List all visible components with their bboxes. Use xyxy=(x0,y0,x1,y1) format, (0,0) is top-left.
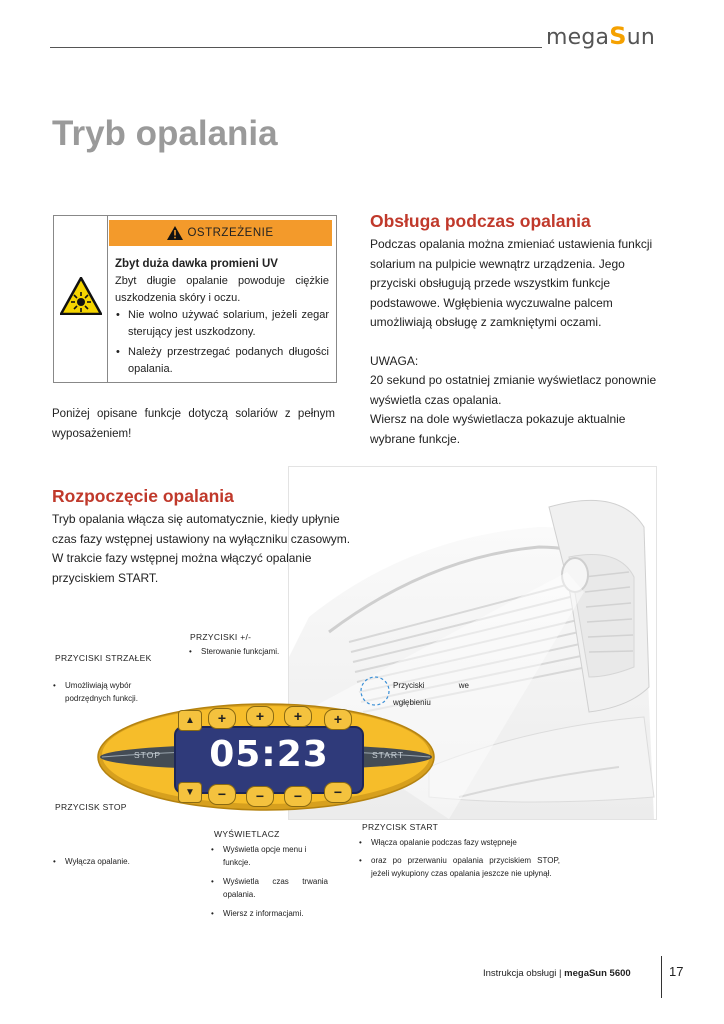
callout-display-list xyxy=(210,843,328,920)
section-start-body: Tryb opalania włącza się automatycznie, kiedy upłynie czas fazy wstępnej ustawiony na wyłączniku czasowym. W trakcie fazy wstępnej można włączyć opalanie przyciskiem START. xyxy=(52,512,351,585)
callout-plus-minus-item: • Sterowanie funkcjami. xyxy=(188,645,311,658)
intro-paragraph: Poniżej opisane funkcje dotyczą solariów z pełnym wyposażeniem! xyxy=(52,408,335,440)
page-title: Tryb opalania xyxy=(52,114,278,153)
callout-start-item: • oraz po przerwaniu opalania przyciskiem STOP, jeżeli wykupiony czas opalania jeszcze nie upłynął. xyxy=(358,854,560,880)
callout-arrows-item: • Umożliwiają wybór podrzędnych funkcji. xyxy=(52,679,169,705)
callout-arrows-title: PRZYCISKI STRZAŁEK xyxy=(55,653,152,663)
warning-label: OSTRZEŻENIE xyxy=(187,227,274,239)
stop-button[interactable]: STOP xyxy=(134,750,161,760)
uv-radiation-warning-icon xyxy=(60,277,102,315)
callout-display-item: • Wyświetla czas trwania opalania. xyxy=(210,875,328,901)
control-panel xyxy=(96,702,436,812)
minus-button-1[interactable]: − xyxy=(208,784,236,805)
warning-box xyxy=(53,215,337,383)
start-button[interactable]: START xyxy=(372,750,405,760)
page-number: 17 xyxy=(669,964,684,979)
section-title: Obsługa podczas opalania xyxy=(370,211,591,231)
callout-plus-minus-title: PRZYCISKI +/- xyxy=(190,632,252,642)
callout-start-item: • Włącza opalanie podczas fazy wstępneje xyxy=(358,836,560,849)
plus-button-4[interactable]: + xyxy=(324,709,352,730)
exclamation-triangle-icon xyxy=(167,226,183,240)
paragraph: 20 sekund po ostatniej zmianie wyświetlacz ponownie wyświetla czas opalania. xyxy=(370,373,657,407)
paragraph: Wiersz na dole wyświetlacza pokazuje aktualnie wybrane funkcje. xyxy=(370,412,626,446)
plus-button-2[interactable]: + xyxy=(246,706,274,727)
section-title: Rozpoczęcie opalania xyxy=(52,486,234,506)
note-label: UWAGA: xyxy=(370,353,419,368)
callout-start-title: PRZYCISK START xyxy=(362,822,439,832)
arrow-up-button[interactable]: ▲ xyxy=(178,710,202,731)
section-operation-body xyxy=(370,235,660,449)
warning-text xyxy=(115,256,329,378)
footer-rule xyxy=(661,956,662,998)
section-operation xyxy=(370,211,591,232)
warning-icon-cell xyxy=(54,216,108,382)
arrow-down-button[interactable]: ▼ xyxy=(178,782,202,803)
warning-description: Zbyt długie opalanie powoduje ciężkie uszkodzenia skóry i oczu. xyxy=(115,275,329,304)
megasun-logo: megaSun xyxy=(546,22,656,50)
callout-stop-title: PRZYCISK STOP xyxy=(55,802,127,812)
warning-heading: Zbyt duża dawka promieni UV xyxy=(115,258,278,270)
callout-display-item: • Wyświetla opcje menu i funkcje. xyxy=(210,843,328,869)
callout-recessed: Przyciski we wgłębieniu xyxy=(393,681,469,707)
plus-button-3[interactable]: + xyxy=(284,706,312,727)
warning-header xyxy=(109,220,332,246)
callout-display-item: • Wiersz z informacjami. xyxy=(210,907,328,920)
plus-button-1[interactable]: + xyxy=(208,708,236,729)
callout-display-title: WYŚWIETLACZ xyxy=(214,829,280,839)
paragraph: Podczas opalania można zmieniać ustawienia funkcji solarium na pulpicie wewnątrz urządzenia. Jego przyciski obsługują przede wszystkim funkcje podstawowe. Wgłębienia wyczuwalne palcem umożliwiają obsługę z zamkniętymi oczami. xyxy=(370,237,653,329)
footer-text: Instrukcja obsługi | megaSun 5600 xyxy=(483,968,631,979)
warning-bullet: • Nie wolno używać solarium, jeżeli zegar sterujący jest uszkodzony. xyxy=(115,307,329,341)
section-start xyxy=(52,486,234,507)
minus-button-4[interactable]: − xyxy=(324,782,352,803)
minus-button-2[interactable]: − xyxy=(246,786,274,807)
minus-button-3[interactable]: − xyxy=(284,786,312,807)
warning-bullet: • Należy przestrzegać podanych długości opalania. xyxy=(115,344,329,378)
callout-stop-item: • Wyłącza opalanie. xyxy=(52,855,175,868)
callout-start-list xyxy=(358,836,560,880)
header-rule xyxy=(50,47,542,48)
display-time: 05:23 xyxy=(209,734,329,775)
